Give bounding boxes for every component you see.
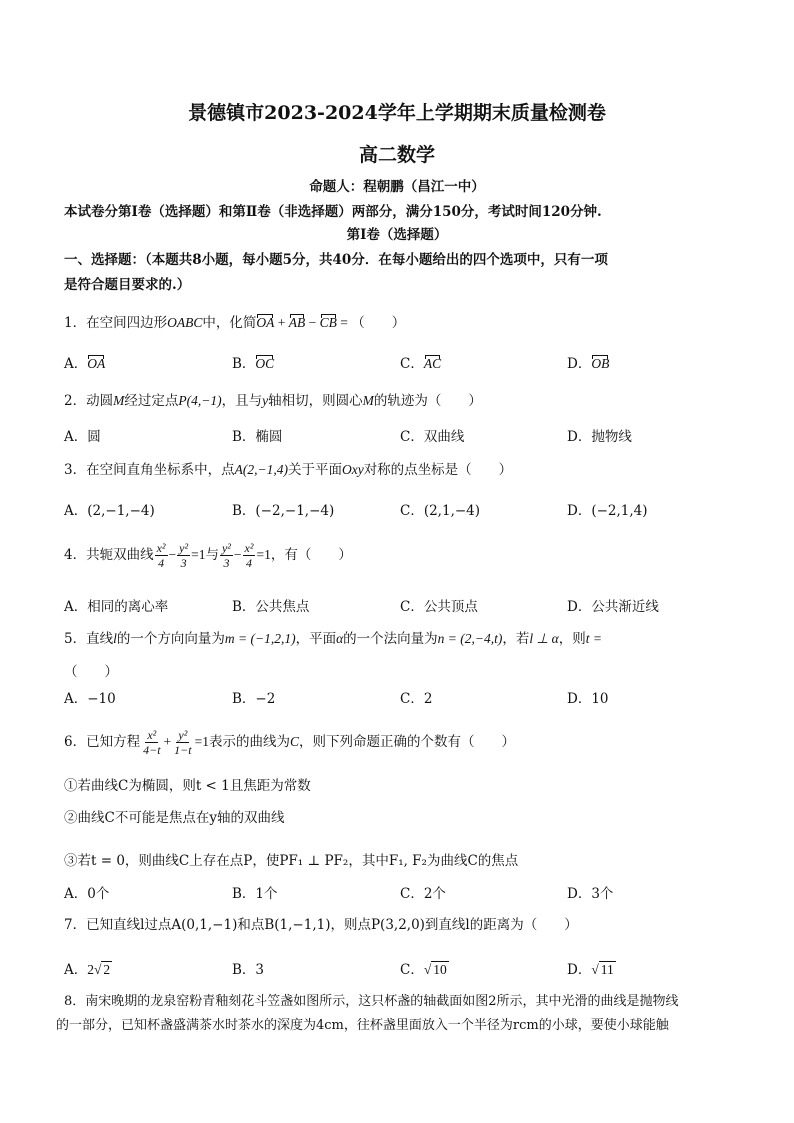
q4-option-a: A．相同的离心率 [64, 599, 169, 615]
q6-option-c: C．2个 [400, 886, 446, 902]
q2-option-d: D．抛物线 [567, 429, 632, 445]
q4-option-d: D．公共渐近线 [567, 599, 659, 615]
question-3: 3．在空间直角坐标系中，点A(2,−1,4)关于平面Oxy对称的点坐标是（ ） [64, 462, 513, 478]
question-6: 6．已知方程 $\frac{\text{x²}}{4-t}$ + $\frac{\text{y²}}{1-t}$ =1表示的曲线为C，则下列命题正确的个数有（ ） [64, 728, 515, 757]
q5-option-d: D．10 [567, 691, 609, 707]
q3-option-c: C．(2,1,−4) [400, 503, 481, 519]
exam-title: 景德镇市2023-2024学年上学期期末质量检测卷 [188, 102, 606, 124]
q5-option-b: B．−2 [232, 691, 276, 707]
q6-option-d: D．3个 [567, 886, 614, 902]
exam-author: 命题人：程朝鹏（昌江一中） [309, 179, 485, 195]
part-title: 第Ⅰ卷（选择题） [346, 227, 448, 243]
q2-option-b: B．椭圆 [232, 429, 283, 445]
question-2: 2．动圆M经过定点P(4,−1)，且与y轴相切，则圆心M的轨迹为（ ） [64, 393, 482, 409]
q4-option-b: B．公共焦点 [232, 599, 310, 615]
q7-option-c: C．√ 10 [400, 962, 447, 978]
q7-option-d: D．√ 11 [567, 962, 614, 978]
exam-instructions: 本试卷分第Ⅰ卷（选择题）和第Ⅱ卷（非选择题）两部分，满分150分，考试时间120分钟. [64, 204, 602, 220]
question-7: 7．已知直线l过点A(0,1,−1)和点B(1,−1,1)，则点P(3,2,0)到直线l的距离为（ ） [64, 917, 578, 933]
exam-subject: 高二数学 [358, 144, 435, 166]
q6-statement-3: ③若t = 0，则曲线C上存在点P，使PF₁ ⊥ PF₂，其中F₁, F₂为曲线C的焦点 [64, 853, 519, 869]
q7-option-b: B．3 [232, 962, 265, 978]
q1-option-a: A．OA [64, 356, 106, 372]
q3-option-a: A．(2,−1,−4) [64, 503, 155, 519]
q1-option-d: D．OB [567, 356, 610, 372]
q7-option-a: A．2√ 2 [64, 962, 111, 978]
q2-option-a: A．圆 [64, 429, 101, 445]
q3-option-b: B．(−2,−1,−4) [232, 503, 335, 519]
question-8-line2: 的一部分，已知杯盏盛满茶水时茶水的深度为4cm，往杯盏里面放入一个半径为rcm的小球，要使小球能触 [56, 1018, 669, 1033]
q3-option-d: D．(−2,1,4) [567, 503, 648, 519]
section-heading-line2: 是符合题目要求的.） [64, 277, 191, 293]
q6-statement-1: ①若曲线C为椭圆，则t < 1且焦距为常数 [64, 778, 311, 794]
section-heading-line1: 一、选择题：（本题共8小题，每小题5分，共40分．在每小题给出的四个选项中，只有一项 [64, 252, 608, 268]
question-5-blank: （ ） [64, 664, 118, 680]
q6-option-a: A．0个 [64, 886, 110, 902]
question-8-line1: 8．南宋晚期的龙泉窑粉青釉刻花斗笠盏如图所示，这只杯盏的轴截面如图2所示，其中光滑的曲线是抛物线 [64, 994, 679, 1009]
q6-statement-2: ②曲线C不可能是焦点在y轴的双曲线 [64, 810, 285, 826]
question-1: 1．在空间四边形OABC中，化简OA + AB − CB = （ ） [64, 315, 406, 331]
q2-option-c: C．双曲线 [400, 429, 465, 445]
q6-option-b: B．1个 [232, 886, 278, 902]
q5-option-a: A．−10 [64, 691, 116, 707]
q5-option-c: C．2 [400, 691, 433, 707]
q1-option-c: C．AC [400, 356, 442, 372]
question-4: 4．共轭双曲线 $\frac{\text{x²}}{4}$ − $\frac{\text{y²}}{3}$ =1与 $\frac{\text{y²}}{3}$ − $\frac{\text{x²}}{4}$ =1，有（ ） [64, 541, 352, 570]
q1-option-b: B．OC [232, 356, 275, 372]
question-5: 5．直线l的一个方向向量为m = (−1,2,1)，平面α的一个法向量为n = (2,−4,t)，若l ⊥ α，则t = [64, 631, 602, 647]
q4-option-c: C．公共顶点 [400, 599, 478, 615]
